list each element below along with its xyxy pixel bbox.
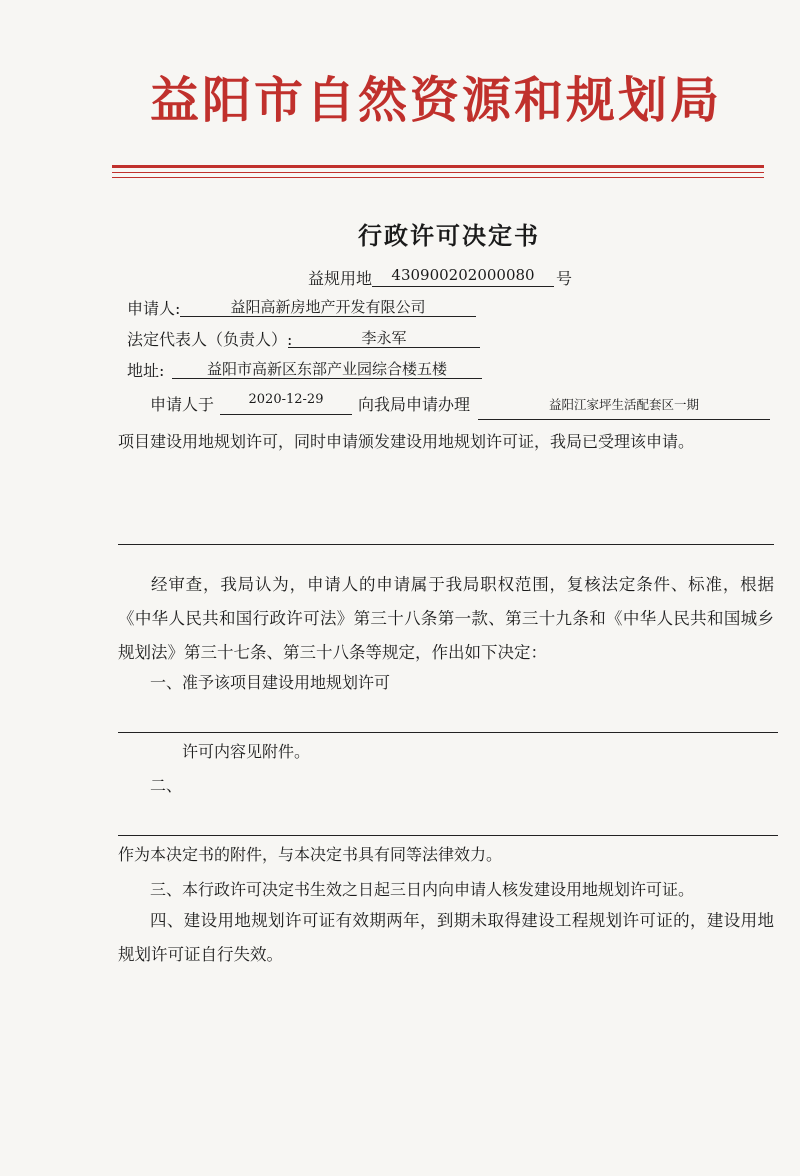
agency-letterhead: 益阳市自然资源和规划局 bbox=[150, 72, 723, 129]
request-continuation: 项目建设用地规划许可，同时申请颁发建设用地规划许可证，我局已受理该申请。 bbox=[118, 432, 695, 451]
decision-item-1: 一、准予该项目建设用地规划许可 bbox=[150, 673, 391, 692]
address-value: 益阳市高新区东部产业园综合楼五楼 bbox=[172, 358, 482, 379]
decision-item-4: 四、建设用地规划许可证有效期两年，到期未取得建设工程规划许可证的，建设用地规划许可证自行失效。 bbox=[118, 911, 774, 964]
attachment-note: 作为本决定书的附件，与本决定书具有同等法律效力。 bbox=[118, 845, 503, 864]
doc-number-prefix: 益规用地 bbox=[308, 269, 373, 288]
blank-line-2 bbox=[118, 732, 778, 733]
letterhead-divider-thick bbox=[112, 165, 764, 168]
letterhead-divider-thin bbox=[112, 172, 764, 173]
request-text-after-date: 向我局申请办理 bbox=[358, 395, 471, 414]
blank-line-3 bbox=[118, 835, 778, 836]
request-text-before-date: 申请人于 bbox=[150, 395, 215, 414]
project-name: 益阳江家坪生活配套区一期 bbox=[478, 395, 770, 420]
request-date: 2020-12-29 bbox=[220, 392, 352, 415]
document-title: 行政许可决定书 bbox=[358, 221, 540, 250]
doc-number-suffix: 号 bbox=[556, 269, 573, 288]
decision-item-1-note: 许可内容见附件。 bbox=[182, 742, 311, 761]
blank-line-1 bbox=[118, 544, 774, 545]
representative-label: 法定代表人（负责人）: bbox=[127, 330, 293, 349]
address-label: 地址: bbox=[127, 361, 165, 380]
applicant-value: 益阳高新房地产开发有限公司 bbox=[180, 296, 476, 317]
representative-value: 李永军 bbox=[288, 327, 480, 348]
review-paragraph: 经审查，我局认为，申请人的申请属于我局职权范围，复核法定条件、标准，根据《中华人民共和国行政许可法》第三十八条第一款、第三十九条和《中华人民共和国城乡规划法》第三十七条、第三十八条等规定，作出如下决定： bbox=[118, 575, 774, 662]
doc-number-value: 430900202000080 bbox=[372, 266, 554, 287]
decision-item-2: 二、 bbox=[150, 776, 183, 795]
decision-item-3: 三、本行政许可决定书生效之日起三日内向申请人核发建设用地规划许可证。 bbox=[150, 880, 695, 899]
letterhead-divider-thin-2 bbox=[112, 177, 764, 178]
applicant-label: 申请人: bbox=[127, 299, 181, 318]
